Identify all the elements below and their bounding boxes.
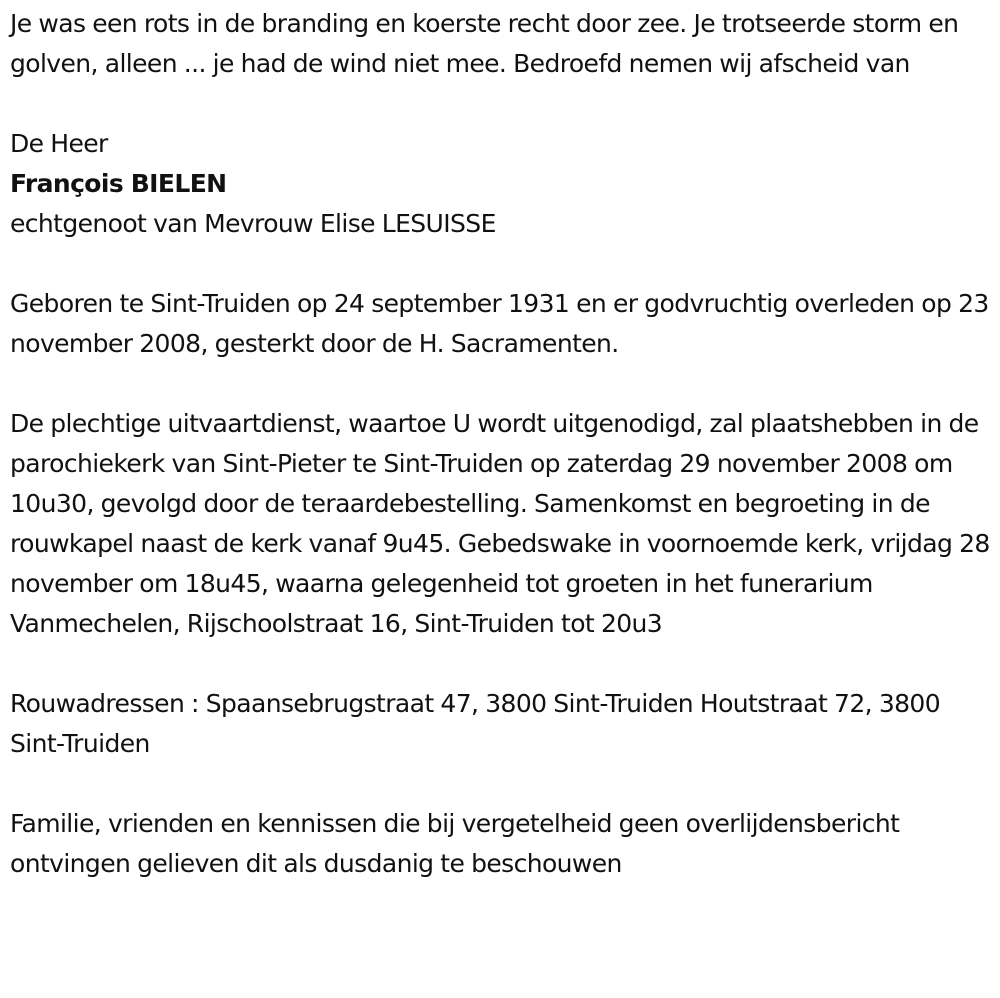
funeral-paragraph: De plechtige uitvaartdienst, waartoe U wordt uitgenodigd, zal plaatshebben in de parochiekerk van Sint-Pieter te Sint-Truiden op zaterdag 29 november 2008 om 10u30, gevolgd door de teraardebestelling. Samenkomst en begroeting in de rouwkapel naast de kerk vanaf 9u45. Gebedswake in voornoemde kerk, vrijdag 28 november om 18u45, waarna gelegenheid tot groeten in het funerarium Vanmechelen, Rijschoolstraat 16, Sint-Truiden tot 20u3 — [10, 409, 990, 638]
spacer — [10, 84, 990, 124]
deceased-name: François BIELEN — [10, 169, 227, 198]
title-prefix: De Heer — [10, 129, 108, 158]
notice-paragraph: Familie, vrienden en kennissen die bij vergetelheid geen overlijdensbericht ontvingen gelieven dit als dusdanig te beschouwen — [10, 809, 900, 878]
spouse-line: echtgenoot van Mevrouw Elise LESUISSE — [10, 209, 496, 238]
spacer — [10, 364, 990, 404]
spacer — [10, 644, 990, 684]
birth-death-paragraph: Geboren te Sint-Truiden op 24 september 1931 en er godvruchtig overleden op 23 november 2008, gesterkt door de H. Sacramenten. — [10, 289, 989, 358]
addresses-paragraph: Rouwadressen : Spaansebrugstraat 47, 3800 Sint-Truiden Houtstraat 72, 3800 Sint-Truiden — [10, 689, 941, 758]
intro-paragraph: Je was een rots in de branding en koerste recht door zee. Je trotseerde storm en golven, alleen ... je had de wind niet mee. Bedroefd nemen wij afscheid van — [10, 9, 959, 78]
spacer — [10, 764, 990, 804]
spacer — [10, 244, 990, 284]
